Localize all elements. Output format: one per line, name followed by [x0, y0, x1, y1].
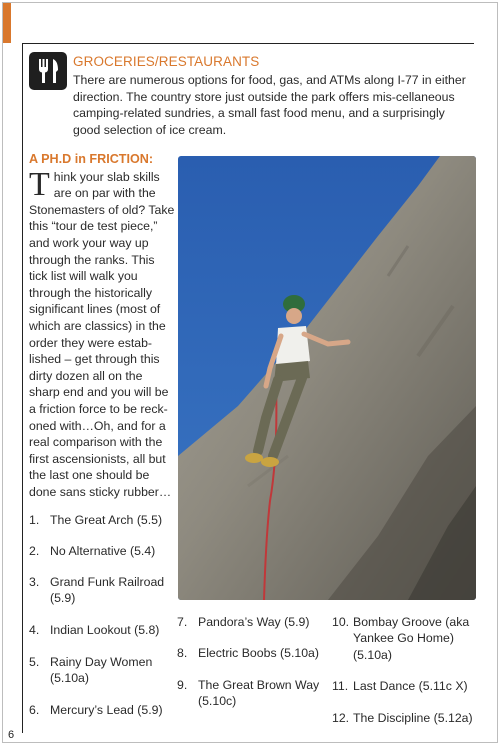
- climber-photo: [178, 156, 476, 600]
- route-grade: (5.9): [284, 615, 310, 629]
- fork-knife-icon: [29, 52, 67, 90]
- route-grade: (5.9): [50, 591, 76, 606]
- route-grade: (5.5): [136, 513, 163, 527]
- drop-cap: T: [29, 165, 50, 203]
- route-name: Mercury’s Lead: [50, 703, 134, 717]
- feature-body: hink your slab skills are on par with the Stonemasters of old? Take this “tour de test piece,” and work your way up through the ranks. This tick list will walk you through the historically significant lines (most of which are classics) in the order they were estab-lished – get through this dirty dozen all on the sharp end and you will be a friction force to be reck-oned with…Oh, and for a real comparison with the first ascensionists, all but the last one should be done sans sticky rubber…: [29, 169, 175, 499]
- route-grade: (5.10a): [353, 647, 392, 662]
- chapter-tab: [3, 3, 11, 43]
- route-name: No Alternative: [50, 544, 127, 558]
- route-grade: (5.10a): [280, 646, 319, 660]
- list-number: 3.: [29, 575, 40, 589]
- route-name: Last Dance: [353, 679, 416, 693]
- route-name: Indian Lookout: [50, 623, 131, 637]
- route-name: Pandora’s Way: [198, 615, 281, 629]
- list-number: 4.: [29, 623, 40, 637]
- route-name: The Great Brown Way: [198, 678, 320, 692]
- route-grade: (5.12a): [433, 711, 473, 725]
- route-grade: (5.9): [137, 703, 163, 717]
- list-number: 6.: [29, 703, 40, 717]
- list-number: 11.: [332, 679, 349, 693]
- route-name: Grand Funk Railroad: [50, 575, 165, 589]
- list-number: 2.: [29, 544, 40, 558]
- route-grade: (5.10c): [198, 694, 237, 709]
- route-name: The Discipline: [353, 711, 431, 725]
- section-title: GROCERIES/RESTAURANTS: [73, 54, 260, 69]
- sidebar-feature: [29, 151, 176, 500]
- route-name: Bombay Groove (aka Yankee Go Home): [353, 615, 470, 646]
- list-number: 5.: [29, 655, 40, 669]
- list-number: 8.: [177, 646, 188, 660]
- route-name: Electric Boobs: [198, 646, 277, 660]
- section-body: There are numerous options for food, gas, and ATMs along I-77 in either direction. The country store just outside the park offers mis-cellaneous camping-related sundries, a small fast food menu, and a surprisingly good selection of ice cream.: [73, 73, 466, 137]
- list-number: 12.: [332, 711, 350, 725]
- route-name: The Great Arch: [50, 513, 134, 527]
- route-grade: (5.8): [134, 623, 160, 637]
- list-number: 9.: [177, 678, 188, 692]
- route-grade: (5.11c X): [418, 679, 468, 693]
- route-name: Rainy Day Women: [50, 655, 153, 669]
- list-number: 10.: [332, 615, 350, 629]
- feature-heading: A PH.D in FRICTION:: [29, 152, 154, 166]
- margin-rule: [22, 43, 23, 733]
- page-number: 6: [8, 729, 15, 741]
- header-rule: [22, 43, 474, 44]
- route-grade: (5.10a): [50, 671, 89, 686]
- list-number: 1.: [29, 513, 40, 527]
- list-number: 7.: [177, 615, 188, 629]
- route-grade: (5.4): [129, 544, 156, 558]
